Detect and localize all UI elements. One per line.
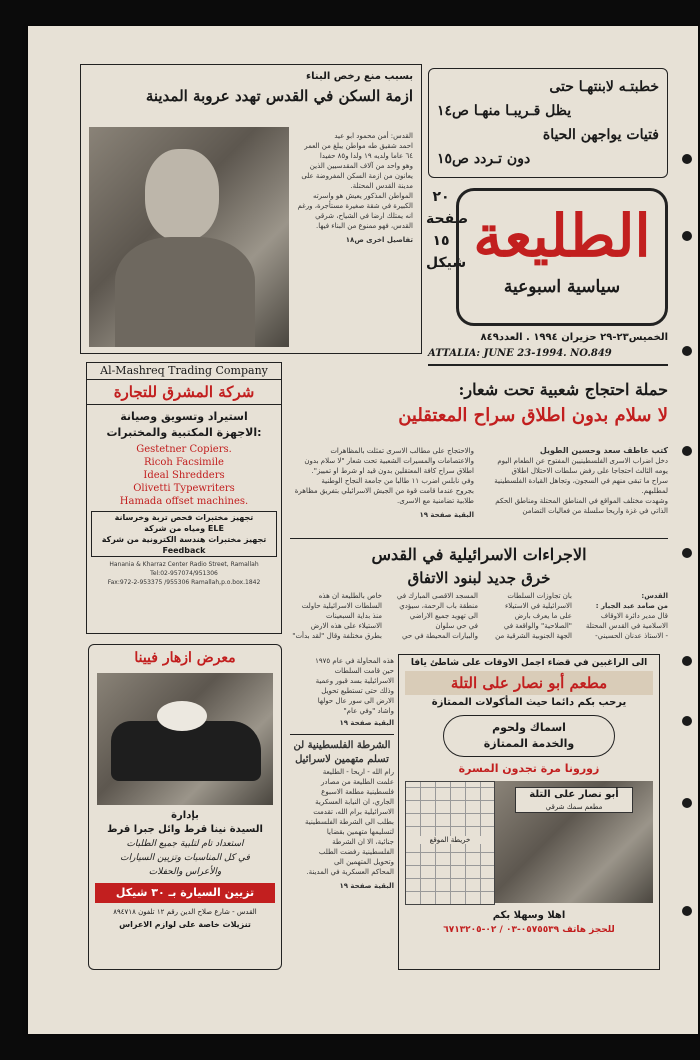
photo-flowers [157, 701, 207, 731]
binder-hole [682, 154, 692, 164]
dateline-arabic: الخميس٢٣-٢٩ حزيران ١٩٩٤ . العدد٨٤٩ [480, 332, 668, 343]
dateline [428, 330, 668, 366]
binder-hole [682, 548, 692, 558]
israeli-story-headline2: خرق جديد لبنود الاتفاق [407, 569, 551, 587]
binder-hole [682, 346, 692, 356]
binder-hole [682, 656, 692, 666]
ad-restaurant-name: مطعم أبو نصار على التلة [405, 671, 653, 695]
main-story-col-left: والاحتجاج على مطالب الاسرى تمثلت بالمظاهرات والاعتصامات والمسيرات الشعبية تحت شعار "لا سلام بدون اطلاق سراح كافة المعتقلين بدون قيد او شرط او تمييز". وفي نابلس اضرب ١١ طالبا من جامعة النجاح الوطنية بجروح عندما قامت قوة من الجيش الاسرائيلي بتفريق مظاهرة طلابية تضامنية مع الاسرى. البقية صفحة ١٩ [290, 446, 474, 520]
main-story-byline: كتب عاطف سعد وحسين الطويل [539, 446, 668, 455]
ad-mashreq-arabic-name: شركة المشرق للتجارة [87, 380, 281, 405]
headline-teaser-1: خطبتـه لابنتهـا حتى [549, 79, 659, 95]
pages-word: صفحة [426, 211, 469, 227]
israeli-story-col2: بان تجاوزات السلطات الاسرائيلية في الاستيلاء على ما يعرف بارض "الصلاحية" والواقعة في الجهة الجنوبية الشرقية من [495, 592, 572, 640]
headline-teaser-3: فتيات يواجهن الحياة [542, 127, 659, 143]
ad-restaurant [398, 654, 660, 970]
ad-restaurant-cloud: اسماك ولحوم والخدمة الممتازة [443, 715, 615, 757]
decorated-car-photo [97, 673, 273, 805]
side-story: هذه المحاولة في عام ١٩٧٥ حين قامت السلطات الاسرائيلية بسد قبور وعمية وذلك حتى تستطيع تحويل الارض الى سور عال حولها واشاد "وفي عام" البقية صفحة ١٩ الشرطة الفلسطينية لن تسلم متهمين لاسرائيل رام الله - اريحا - الطليعة علمت الطليعة من مصادر فلسطينية مطلعة الاسبوع الجاري، ان النيابة العسكرية الاسرائيلية برام الله، تقدمت بطلب الى الشرطة الفلسطينية لتسليمها متهمين بقضايا جنائية، الا ان الشرطة الفلسطينية رفضت الطلب وتحويل المتهمين الى المحاكم العسكرية في المدينة. البقية صفحة ١٩ [290, 656, 394, 891]
ad-restaurant-visit: زورونا مرة تجدون المسرة [458, 762, 600, 775]
binder-hole [682, 716, 692, 726]
headline-teaser-2: يظل قـريبـا منهـا ص١٤ [437, 103, 572, 119]
ad-mashreq-brands: Gestetner Copiers. Ricoh Facsimile Ideal Shredders Olivetti Typewriters Hamada offset machines. [119, 444, 249, 507]
top-story-kicker: بسبب منع رخص البناء [306, 71, 413, 82]
photo-face [145, 149, 219, 241]
ad-flowers-banner: تزيين السيارة بـ ٣٠ شيكل [95, 883, 275, 903]
israeli-story-col3: المسجد الاقصى المبارك في منطقة باب الرحمة، سيؤدي الى تهويد جميع الاراضي في حي سلوان والبيارات المحيطة في حي [396, 592, 478, 640]
headlines-box [428, 68, 668, 178]
binder-hole [682, 446, 692, 456]
ad-restaurant-bottom2: للحجز هاتف ٠٥٧٥٥٣٩-٠٣ / ٠٢-٦٧١٣٢٠٥ [443, 925, 615, 935]
photo-body [115, 237, 255, 347]
location-map: خريطة الموقع [405, 781, 495, 905]
ad-flowers-title: معرض ازهار فيينا [134, 650, 236, 666]
ad-flowers: معرض ازهار فيينا بإدارة السيدة نينا قرط وائل جبرا قرط استعداد تام لتلبية جميع الطلبات في كل المناسبات وتزيين السيارات والأعراس والحفلات تزيين السيارة بـ ٣٠ شيكل القدس - شارع صلاح الدين رقم ١٢ تلفون ٨٩٤٧١٨ تنزيلات خاصة على لوازم الاعراس [88, 644, 282, 970]
newspaper-page [28, 26, 698, 1034]
binder-hole [682, 906, 692, 916]
ad-restaurant-images [405, 781, 653, 905]
top-story-headline: ازمة السكن في القدس تهدد عروبة المدينة [145, 87, 413, 105]
israeli-story-headline1: الاجراءات الاسرائيلية في القدس [371, 545, 587, 564]
masthead-logo-box [456, 188, 668, 326]
top-story-more: تفاصيل اخرى ص١٨ [345, 236, 413, 244]
headline-teaser-4: دون تـردد ص١٥ [437, 151, 531, 167]
israeli-story-col4: خاص بالطليعة ان هذه السلطات الاسرائيلية حاولت منذ بداية السبعينات الاستيلاء على هذه الارض بطرق مختلفة وقال "لقد بدأت" [292, 592, 382, 640]
price-unit: شيكل [426, 255, 467, 271]
ad-mashreq-labs: تجهيز مختبرات فحص تربة وخرسانة ومياه من شركة ELE تجهيز مختبرات هندسة الكترونية من شركة Feedback [91, 511, 277, 557]
side-story-more-a: البقية صفحة ١٩ [339, 719, 394, 727]
main-story-headline: لا سلام بدون اطلاق سراح المعتقلين [398, 405, 668, 426]
israeli-story-col1: القدس: من صامد عبد الجبار : قال مدير دائرة الاوقاف الاسلامية في القدس المحتلة - الاستاذ عدنان الحسيني- [585, 592, 668, 640]
main-story-col-right: كتب عاطف سعد وحسين الطويل دخل اضراب الاسرى الفلسطينيين المفتوح عن الطعام اليوم يومه الثالث احتجاجا على رفض سلطات الاحتلال اطلاق سراح ما تبقى منهم في السجون، وتجاهل القيادة الفلسطينية لمطلبهم. وشهدت مختلف المواقع في المناطق المحتلة ومناطق الحكم الذاتي في غزة واريحا سلسلة من فعاليات التضامن [480, 446, 668, 516]
dateline-english: ATTALIA: JUNE 23-1994. NO.849 [428, 348, 612, 359]
side-story-more-b: البقية صفحة ١٩ [339, 882, 394, 890]
israeli-story-headline-block [290, 538, 668, 589]
pages-count: ٢٠ [432, 189, 450, 205]
binder-hole [682, 798, 692, 808]
main-story-more: البقية صفحة ١٩ [419, 511, 474, 519]
ad-restaurant-bottom1: اهلا وسهلا بكم [492, 910, 566, 921]
price-amount: ١٥ [432, 233, 450, 249]
top-story-text: القدس: أمن محمود ابو عيد احمد شقيق طه مواطن يبلغ من العمر ٦٤ عاما ولديه ١٩ ولدا و٨٥ حفيدا وهو واحد من آلاف المقدسيين الذين يعانون من ازمة السكن المفروضة على مدينة القدس المحتلة. المواطن المذكور يعيش هو واسرته الكبيرة في شقة صغيرة مستأجرة، ورغم انه يمتلك ارضا في الشياح، شرقي القدس، فهو ممنوع من البناء فيها. تفاصيل اخرى ص١٨ [289, 131, 413, 245]
ad-mashreq-contact: Hanania & Kharraz Center Radio Street, Ramallah Tel:02-957074/951306 Fax:972-2-953375 /955306 Ramallah,p.o.box.1842 [107, 561, 261, 586]
ad-restaurant-top: الى الراغبين في قضاء اجمل الاوقات على شاطئ يافا [410, 658, 648, 668]
restaurant-photo [495, 781, 653, 903]
top-story-box [80, 64, 422, 354]
price-column [426, 186, 469, 326]
ad-mashreq-english-name: Al-Mashreq Trading Company [87, 363, 281, 380]
main-story-kicker: حملة احتجاج شعبية تحت شعار: [458, 380, 668, 399]
side-story-headline: الشرطة الفلسطينية لن تسلم متهمين لاسرائيل [290, 734, 394, 767]
elderly-man-photo [89, 127, 289, 347]
ad-flowers-owners: السيدة نينا قرط وائل جبرا قرط [107, 824, 263, 835]
binder-hole [682, 231, 692, 241]
ad-mashreq: Al-Mashreq Trading Company شركة المشرق للتجارة استيراد وتسويق وصيانة الاجهزة المكتبية والمختبرات: Gestetner Copiers. Ricoh Facsimile Ideal Shredders Olivetti Typewriters Hamada offset machines. تجهيز مختبرات فحص تربة وخرسانة ومياه من شركة ELE تجهيز مختبرات هندسة الكترونية من شركة Feedback Hanania & Kharraz Center Radio Street, Ramallah Tel:02-957074/951306 Fax:972-2-953375 /955306 Ramallah,p.o.box.1842 [86, 362, 282, 634]
ad-restaurant-welcome: يرحب بكم دائما حيث المأكولات الممتازة [431, 697, 627, 708]
restaurant-sign: أبو نصار على التلة مطعم سمك شرقي [515, 787, 633, 813]
masthead-subtitle: سياسية اسبوعية [503, 277, 621, 297]
masthead-title: الطليعة [473, 202, 651, 270]
main-story [290, 378, 668, 430]
